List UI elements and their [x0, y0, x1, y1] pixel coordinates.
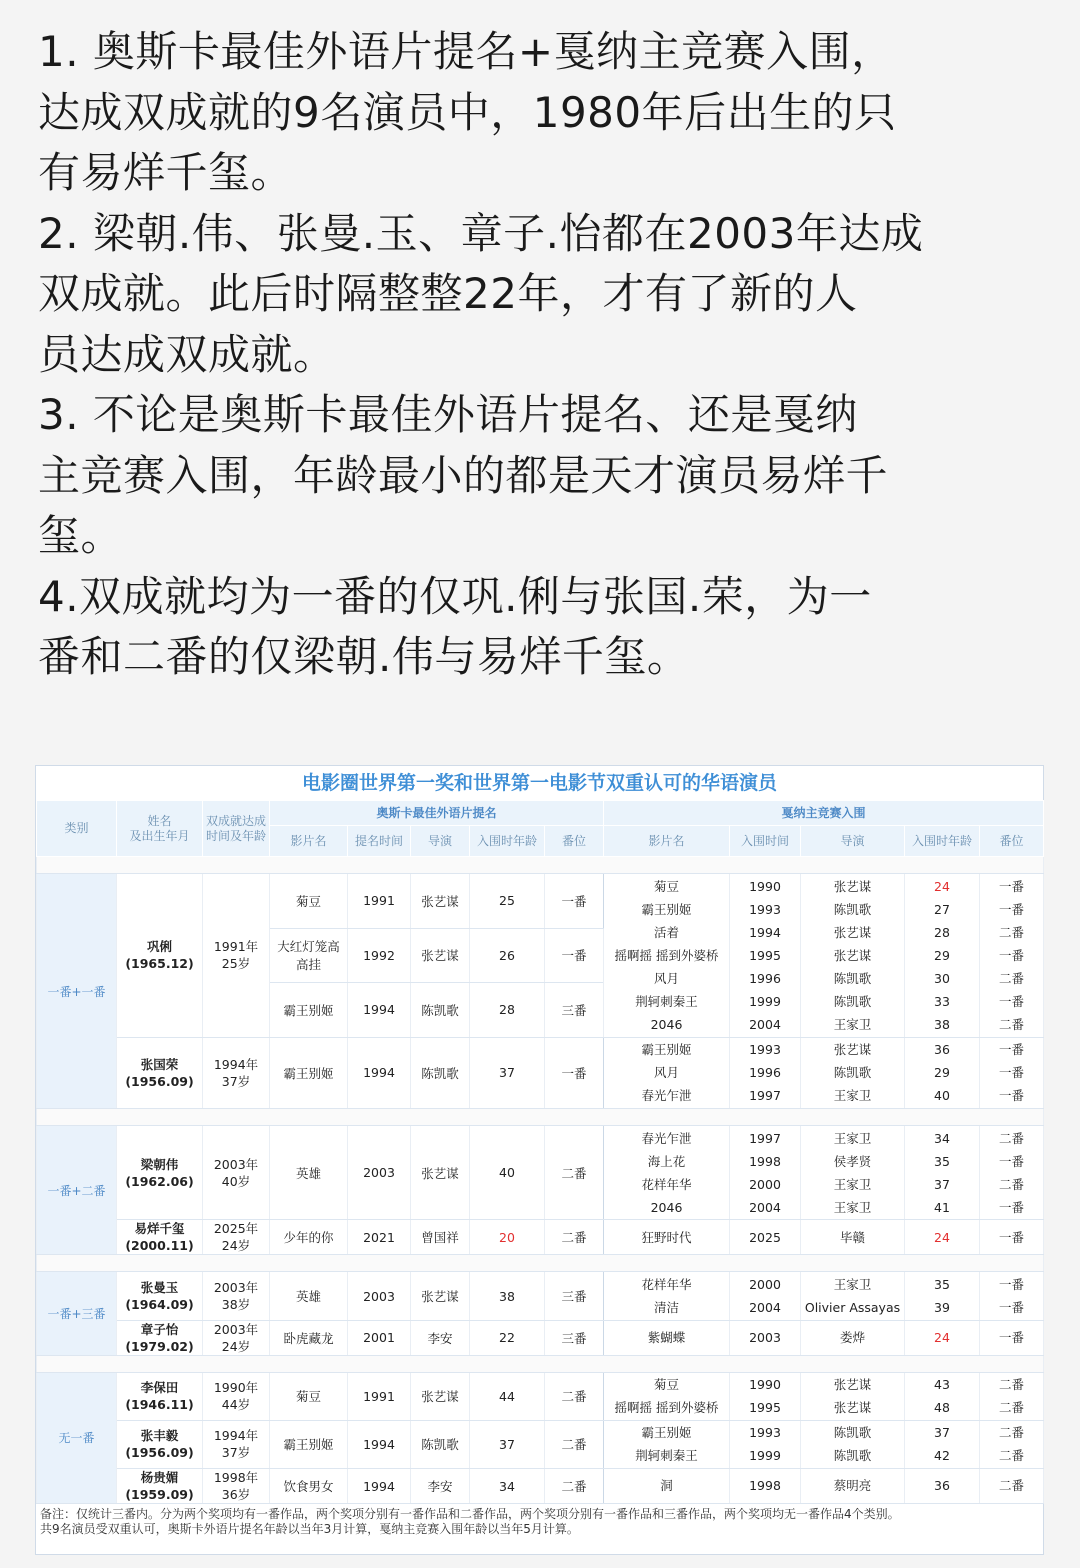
note-line: 备注：仅统计三番内。分为两个奖项均有一番作品，两个奖项分别有一番作品和二番作品，两个奖项分别有一番作品和三番作品，两个奖项均无一番作品4个类别。: [40, 1507, 900, 1522]
cannes-film-line: 摇啊摇 摇到外婆桥: [614, 947, 719, 963]
cannes-film: [604, 1272, 730, 1320]
post-line: 番和二番的仅梁朝.伟与易烊千玺。: [38, 632, 690, 681]
cannes-time-line: 1998: [749, 1153, 781, 1169]
cannes-dir: [801, 1469, 905, 1504]
actor-name: 李保田 (1946.11): [117, 1372, 203, 1420]
cannes-time: [730, 1469, 801, 1504]
oscar-age: 20: [470, 1220, 545, 1255]
cannes-time-line: 1998: [749, 1478, 781, 1494]
cannes-time-line: 2004: [749, 1199, 781, 1215]
cannes-rank-line: 一番: [999, 878, 1025, 894]
header-oscar-director: 导演: [411, 826, 470, 857]
cannes-dir: [801, 1037, 905, 1108]
header-oscar-film: 影片名: [270, 826, 348, 857]
header-cannes-group: 戛纳主竞赛入围: [604, 801, 1044, 826]
header-oscar-rank: 番位: [545, 826, 604, 857]
header-oscar-age: 入围时年龄: [470, 826, 545, 857]
cannes-time-line: 1996: [749, 1065, 781, 1081]
actor-name: 张曼玉 (1964.09): [117, 1272, 203, 1320]
cannes-time: [730, 874, 801, 1038]
note-line: 共9名演员受双重认可，奥斯卡外语片提名年龄以当年3月计算，戛纳主竞赛入围年龄以当年5月计算。: [40, 1522, 579, 1537]
cannes-time-line: 2004: [749, 1300, 781, 1316]
cannes-age: [905, 1420, 980, 1468]
post-line: 员达成双成就。: [38, 329, 336, 379]
table-row: [37, 1037, 1044, 1108]
cannes-age: [905, 1320, 980, 1355]
oscar-rank: 一番: [545, 1037, 604, 1108]
header-oscar-time: 提名时间: [348, 826, 411, 857]
cannes-film-line: 紫蝴蝶: [647, 1330, 686, 1346]
actor-name: 张国荣 (1956.09): [117, 1037, 203, 1108]
cannes-age: [905, 1372, 980, 1420]
table-row: [37, 1320, 1044, 1355]
cannes-dir-line: 王家卫: [833, 1130, 872, 1146]
table-title: 电影圈世界第一奖和世界第一电影节双重认可的华语演员: [301, 772, 777, 794]
cannes-age-line: 37: [934, 1425, 950, 1441]
cannes-rank-line: 二番: [999, 1448, 1025, 1464]
oscar-film: 大红灯笼高 高挂: [270, 928, 348, 983]
achieved-cell: 1994年 37岁: [203, 1420, 270, 1468]
cannes-dir-line: 张艺谋: [833, 878, 872, 894]
cannes-rank: [980, 1037, 1044, 1108]
cannes-dir-line: 陈凯歌: [833, 901, 872, 917]
cannes-dir-line: 侯孝贤: [833, 1153, 872, 1169]
cannes-age-line: 40: [934, 1088, 950, 1104]
cannes-time-line: 2003: [749, 1330, 781, 1346]
header-cannes-film: 影片名: [604, 826, 730, 857]
post-line: 达成双成就的9名演员中，1980年后出生的只: [38, 87, 897, 137]
cannes-film-line: 摇啊摇 摇到外婆桥: [614, 1400, 719, 1416]
oscar-time: 2001: [348, 1320, 411, 1355]
cannes-film-line: 荆轲刺秦王: [635, 1448, 698, 1464]
cannes-rank-line: 一番: [999, 1042, 1025, 1058]
cannes-film-line: 2046: [650, 1199, 683, 1215]
cannes-age-line: 24: [934, 1229, 950, 1245]
oscar-film: 少年的你: [270, 1220, 348, 1255]
cannes-age-line: 38: [934, 1017, 950, 1033]
cannes-age: [905, 1469, 980, 1504]
cannes-age-line: 43: [934, 1377, 950, 1393]
cannes-age-line: 24: [934, 1330, 950, 1346]
cannes-age-line: 28: [934, 924, 950, 940]
header-cannes-rank: 番位: [980, 826, 1044, 857]
actor-name: 杨贵媚 (1959.09): [117, 1469, 203, 1504]
cannes-time-line: 1996: [749, 970, 781, 986]
oscar-rank: 二番: [545, 1372, 604, 1420]
cannes-age-line: 35: [934, 1276, 950, 1292]
cannes-film-line: 风月: [653, 1065, 679, 1081]
actor-name: 梁朝伟 (1962.06): [117, 1126, 203, 1220]
oscar-time: 1994: [348, 1420, 411, 1468]
cannes-dir-line: 陈凯歌: [833, 994, 872, 1010]
cannes-age-line: 42: [934, 1448, 950, 1464]
cannes-rank: [980, 1372, 1044, 1420]
oscar-film: 霸王别姬: [270, 1420, 348, 1468]
header-cannes-director: 导演: [801, 826, 905, 857]
cannes-dir: [801, 1220, 905, 1255]
oscar-rank: 一番: [545, 874, 604, 929]
oscar-age: 40: [470, 1126, 545, 1220]
cannes-time: [730, 1037, 801, 1108]
oscar-director: 张艺谋: [411, 874, 470, 929]
oscar-director: 陈凯歌: [411, 1037, 470, 1108]
oscar-age: 28: [470, 983, 545, 1038]
oscar-director: 曾国祥: [411, 1220, 470, 1255]
table-row: [37, 1469, 1044, 1504]
category-cell: 一番+一番: [37, 874, 117, 1109]
cannes-time-line: 1990: [749, 1377, 781, 1393]
cannes-rank: [980, 1420, 1044, 1468]
oscar-age: 37: [470, 1037, 545, 1108]
post-text: [0, 0, 1080, 688]
cannes-time-line: 1999: [749, 994, 781, 1010]
cannes-rank-line: 二番: [999, 924, 1025, 940]
oscar-time: 1994: [348, 983, 411, 1038]
post-line: 1. 奥斯卡最佳外语片提名+戛纳主竞赛入围，: [38, 27, 894, 76]
cannes-age: [905, 1126, 980, 1220]
post-line: 有易烊千玺。: [38, 148, 294, 197]
cannes-film-line: 霸王别姬: [641, 1042, 692, 1058]
oscar-film: 英雄: [270, 1272, 348, 1320]
cannes-rank-line: 一番: [999, 1229, 1025, 1245]
cannes-dir-line: 张艺谋: [833, 1042, 872, 1058]
cannes-dir-line: 张艺谋: [833, 1377, 872, 1393]
cannes-rank-line: 二番: [999, 1400, 1025, 1416]
cannes-film-line: 霸王别姬: [641, 901, 692, 917]
cannes-age-line: 29: [934, 1065, 950, 1081]
cannes-time: [730, 1420, 801, 1468]
post-line: 主竞赛入围，年龄最小的都是天才演员易烊千: [38, 450, 889, 500]
oscar-director: 张艺谋: [411, 1272, 470, 1320]
cannes-film-line: 春光乍泄: [641, 1088, 692, 1104]
cannes-dir: [801, 1420, 905, 1468]
cannes-rank-line: 一番: [999, 1300, 1025, 1316]
cannes-film-line: 春光乍泄: [641, 1130, 692, 1146]
cannes-dir-line: 张艺谋: [833, 947, 872, 963]
cannes-dir: [801, 1126, 905, 1220]
header-achieved: 双成就达成 时间及年龄: [203, 801, 270, 857]
cannes-film-line: 菊豆: [653, 1377, 679, 1393]
oscar-film: 菊豆: [270, 1372, 348, 1420]
cannes-rank-line: 二番: [999, 1130, 1025, 1146]
cannes-age-line: 37: [934, 1176, 950, 1192]
cannes-rank: [980, 1320, 1044, 1355]
oscar-time: 1994: [348, 1469, 411, 1504]
oscar-film: 霸王别姬: [270, 1037, 348, 1108]
oscar-time: 2021: [348, 1220, 411, 1255]
cannes-time-line: 2000: [749, 1176, 781, 1192]
cannes-age-line: 24: [934, 878, 950, 894]
cannes-age-line: 34: [934, 1130, 950, 1146]
cannes-age-line: 36: [934, 1478, 950, 1494]
table-body: [37, 857, 1044, 1504]
cannes-rank-line: 一番: [999, 1153, 1025, 1169]
oscar-director: 陈凯歌: [411, 983, 470, 1038]
cannes-age-line: 48: [934, 1400, 950, 1416]
header-name: 姓名 及出生年月: [117, 801, 203, 857]
cannes-time: [730, 1126, 801, 1220]
cannes-dir-line: 蔡明亮: [833, 1478, 872, 1494]
cannes-rank: [980, 1126, 1044, 1220]
cannes-time-line: 1995: [749, 947, 781, 963]
oscar-time: 1991: [348, 874, 411, 929]
oscar-director: 张艺谋: [411, 928, 470, 983]
cannes-dir: [801, 874, 905, 1038]
cannes-dir-line: 王家卫: [833, 1199, 872, 1215]
cannes-dir-line: 娄烨: [839, 1330, 865, 1346]
cannes-film-line: 2046: [650, 1017, 683, 1033]
cannes-rank-line: 一番: [999, 901, 1025, 917]
cannes-rank: [980, 1469, 1044, 1504]
cannes-rank-line: 一番: [999, 1330, 1025, 1346]
cannes-time: [730, 1220, 801, 1255]
oscar-film: 饮食男女: [270, 1469, 348, 1504]
cannes-age-line: 41: [934, 1199, 950, 1215]
oscar-rank: 三番: [545, 1272, 604, 1320]
table-row: [37, 1420, 1044, 1468]
cannes-rank-line: 一番: [999, 1088, 1025, 1104]
category-cell: 无一番: [37, 1372, 117, 1503]
cannes-age: [905, 1220, 980, 1255]
oscar-film: 菊豆: [270, 874, 348, 929]
achieved-cell: 2003年 40岁: [203, 1126, 270, 1220]
cannes-rank: [980, 874, 1044, 1038]
cannes-age-line: 33: [934, 994, 950, 1010]
oscar-time: 1991: [348, 1372, 411, 1420]
oscar-age: 25: [470, 874, 545, 929]
cannes-age-line: 29: [934, 947, 950, 963]
cannes-film-line: 花样年华: [641, 1276, 692, 1292]
cannes-film-line: 活着: [653, 924, 679, 940]
cannes-rank-line: 一番: [999, 1276, 1025, 1292]
cannes-time-line: 2025: [749, 1229, 781, 1245]
cannes-film-line: 花样年华: [641, 1176, 692, 1192]
oscar-age: 22: [470, 1320, 545, 1355]
cannes-dir-line: 王家卫: [833, 1017, 872, 1033]
table-row: [37, 1372, 1044, 1420]
cannes-rank-line: 二番: [999, 970, 1025, 986]
cannes-dir-line: 王家卫: [833, 1088, 872, 1104]
cannes-age-line: 30: [934, 970, 950, 986]
cannes-film-line: 风月: [653, 970, 679, 986]
post-line: 3. 不论是奥斯卡最佳外语片提名、还是戛纳: [38, 390, 858, 439]
oscar-rank: 二番: [545, 1126, 604, 1220]
group-spacer: [37, 1255, 1044, 1272]
table-row: [37, 1126, 1044, 1220]
cannes-dir-line: 陈凯歌: [833, 1425, 872, 1441]
oscar-rank: 三番: [545, 983, 604, 1038]
oscar-time: 2003: [348, 1126, 411, 1220]
cannes-age-line: 36: [934, 1042, 950, 1058]
cannes-time-line: 1997: [749, 1130, 781, 1146]
oscar-rank: 二番: [545, 1220, 604, 1255]
oscar-rank: 二番: [545, 1469, 604, 1504]
cannes-dir-line: 王家卫: [833, 1176, 872, 1192]
oscar-age: 34: [470, 1469, 545, 1504]
cannes-time-line: 2004: [749, 1017, 781, 1033]
oscar-age: 44: [470, 1372, 545, 1420]
cannes-age-line: 35: [934, 1153, 950, 1169]
cannes-time-line: 1990: [749, 878, 781, 894]
cannes-rank: [980, 1220, 1044, 1255]
cannes-rank-line: 二番: [999, 1425, 1025, 1441]
achieved-cell: 1990年 44岁: [203, 1372, 270, 1420]
cannes-rank-line: 一番: [999, 1065, 1025, 1081]
cannes-time: [730, 1320, 801, 1355]
cannes-film: [604, 1037, 730, 1108]
cannes-dir-line: Olivier Assayas: [804, 1300, 901, 1316]
cannes-dir-line: 陈凯歌: [833, 970, 872, 986]
cannes-film: [604, 1126, 730, 1220]
cannes-age: [905, 1037, 980, 1108]
cannes-age: [905, 1272, 980, 1320]
group-spacer: [37, 857, 1044, 874]
cannes-dir: [801, 1320, 905, 1355]
cannes-age-line: 27: [934, 901, 950, 917]
cannes-rank-line: 二番: [999, 1176, 1025, 1192]
cannes-rank-line: 二番: [999, 1478, 1025, 1494]
oscar-rank: 一番: [545, 928, 604, 983]
post-line: 玺。: [38, 511, 124, 560]
cannes-dir: [801, 1372, 905, 1420]
oscar-director: 李安: [411, 1320, 470, 1355]
awards-table-image[interactable]: [35, 765, 1044, 1555]
cannes-film: [604, 874, 730, 1038]
achieved-cell: 1991年 25岁: [203, 874, 270, 1038]
oscar-rank: 三番: [545, 1320, 604, 1355]
cannes-dir-line: 王家卫: [833, 1276, 872, 1292]
oscar-rank: 二番: [545, 1420, 604, 1468]
oscar-director: 张艺谋: [411, 1126, 470, 1220]
oscar-director: 李安: [411, 1469, 470, 1504]
cannes-rank-line: 一番: [999, 1199, 1025, 1215]
cannes-dir: [801, 1272, 905, 1320]
achieved-cell: 2025年 24岁: [203, 1220, 270, 1255]
oscar-film: 英雄: [270, 1126, 348, 1220]
achieved-cell: 1994年 37岁: [203, 1037, 270, 1108]
oscar-director: 张艺谋: [411, 1372, 470, 1420]
table-row: [37, 1220, 1044, 1255]
oscar-age: 26: [470, 928, 545, 983]
cannes-film-line: 霸王别姬: [641, 1425, 692, 1441]
cannes-film: [604, 1420, 730, 1468]
cannes-time-line: 2000: [749, 1276, 781, 1292]
post-line: 4.双成就均为一番的仅巩.俐与张国.荣，为一: [38, 571, 872, 621]
cannes-time-line: 1997: [749, 1088, 781, 1104]
oscar-film: 卧虎藏龙: [270, 1320, 348, 1355]
cannes-film: [604, 1372, 730, 1420]
oscar-director: 陈凯歌: [411, 1420, 470, 1468]
category-cell: 一番+三番: [37, 1272, 117, 1355]
cannes-film: [604, 1469, 730, 1504]
cannes-dir-line: 张艺谋: [833, 1400, 872, 1416]
cannes-rank-line: 一番: [999, 947, 1025, 963]
cannes-film: [604, 1220, 730, 1255]
cannes-rank: [980, 1272, 1044, 1320]
header-cannes-time: 入围时间: [730, 826, 801, 857]
oscar-time: 2003: [348, 1272, 411, 1320]
table-row: [37, 1272, 1044, 1320]
cannes-time-line: 1994: [749, 924, 781, 940]
cannes-time-line: 1995: [749, 1400, 781, 1416]
actor-name: 巩俐 (1965.12): [117, 874, 203, 1038]
cannes-rank-line: 二番: [999, 1017, 1025, 1033]
cannes-rank-line: 一番: [999, 994, 1025, 1010]
header-oscar-group: 奥斯卡最佳外语片提名: [270, 801, 604, 826]
oscar-age: 37: [470, 1420, 545, 1468]
cannes-film-line: 清洁: [653, 1300, 679, 1316]
cannes-time-line: 1993: [749, 1042, 781, 1058]
header-cannes-age: 入围时年龄: [905, 826, 980, 857]
cannes-rank-line: 二番: [999, 1377, 1025, 1393]
post-line: 双成就。此后时隔整整22年，才有了新的人: [38, 269, 858, 318]
cannes-time: [730, 1272, 801, 1320]
cannes-time-line: 1993: [749, 1425, 781, 1441]
achieved-cell: 2003年 38岁: [203, 1272, 270, 1320]
cannes-dir-line: 毕赣: [839, 1229, 865, 1245]
cannes-dir-line: 陈凯歌: [833, 1448, 872, 1464]
group-spacer: [37, 1355, 1044, 1372]
cannes-time-line: 1993: [749, 901, 781, 917]
table-row: [37, 874, 1044, 929]
cannes-dir-line: 张艺谋: [833, 924, 872, 940]
oscar-film: 霸王别姬: [270, 983, 348, 1038]
cannes-dir-line: 陈凯歌: [833, 1065, 872, 1081]
actor-name: 易烊千玺 (2000.11): [117, 1220, 203, 1255]
cannes-film-line: 海上花: [647, 1153, 686, 1169]
cannes-time-line: 1999: [749, 1448, 781, 1464]
cannes-age: [905, 874, 980, 1038]
header-category: 类别: [37, 801, 117, 857]
cannes-film-line: 狂野时代: [641, 1229, 692, 1245]
post-line: 2. 梁朝.伟、张曼.玉、章子.怡都在2003年达成: [38, 208, 924, 258]
cannes-film: [604, 1320, 730, 1355]
achieved-cell: 2003年 24岁: [203, 1320, 270, 1355]
actor-name: 章子怡 (1979.02): [117, 1320, 203, 1355]
cannes-age-line: 39: [934, 1300, 950, 1316]
cannes-film-line: 洞: [660, 1478, 673, 1494]
achieved-cell: 1998年 36岁: [203, 1469, 270, 1504]
table-notes: [36, 1504, 1043, 1537]
cannes-time: [730, 1372, 801, 1420]
cannes-film-line: 菊豆: [653, 878, 679, 894]
oscar-age: 38: [470, 1272, 545, 1320]
actor-name: 张丰毅 (1956.09): [117, 1420, 203, 1468]
oscar-time: 1992: [348, 928, 411, 983]
oscar-time: 1994: [348, 1037, 411, 1108]
group-spacer: [37, 1109, 1044, 1126]
category-cell: 一番+二番: [37, 1126, 117, 1255]
awards-table: [36, 800, 1044, 1504]
cannes-film-line: 荆轲刺秦王: [635, 994, 698, 1010]
